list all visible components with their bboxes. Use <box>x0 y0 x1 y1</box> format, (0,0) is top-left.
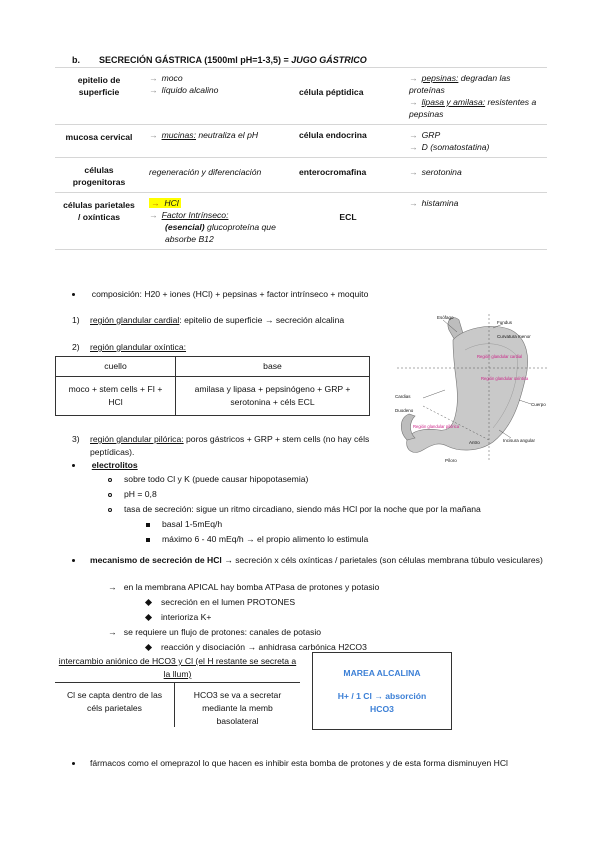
marea-alcalina-box <box>312 652 452 730</box>
arrow-icon: → <box>149 73 158 83</box>
table-row <box>55 158 547 193</box>
cell-cuello: moco + stem cells + FI + HCl <box>56 377 176 416</box>
pointer-line <box>519 400 531 404</box>
label-fundus: Fundus <box>497 320 513 325</box>
arrow-icon: → <box>149 210 158 220</box>
label-piloro: Píloro <box>445 458 457 463</box>
table-header-row <box>56 357 370 377</box>
intercambio-right: HCO3 se va a secretar mediante la memb basolateral <box>193 690 282 726</box>
arrow-icon: → <box>409 97 418 107</box>
cell-function: → moco → líquido alcalino <box>143 68 293 125</box>
arrow-icon: → <box>409 167 418 177</box>
list-item: tasa de secreción: sigue un ritmo circadiano, siendo más HCl por la noche que por la mañana <box>108 503 568 516</box>
stomach-shape <box>407 326 528 452</box>
table-row <box>56 377 370 416</box>
cell-name: célula endocrina <box>293 125 403 158</box>
region-2: 2) región glandular oxíntica: <box>72 342 187 352</box>
table-row <box>55 68 547 125</box>
section-prefix: b. <box>72 55 80 65</box>
bullet-icon <box>72 464 75 467</box>
list-item: → se requiere un flujo de protones: canales de potasio <box>108 627 322 637</box>
list-item: reacción y disociación → anhidrasa carbónica H2CO3 <box>108 641 548 654</box>
cell-name: ECL <box>293 193 403 250</box>
arrow-icon: → <box>149 85 158 95</box>
electrolitos-title: electrolitos <box>72 459 138 472</box>
header-base: base <box>176 357 370 377</box>
label-duodeno: Duodeno <box>395 408 414 413</box>
list-item: interioriza K+ <box>108 611 548 624</box>
cell-function: → histamina <box>403 193 547 250</box>
stomach-diagram <box>393 310 551 466</box>
bullet-icon <box>72 293 75 296</box>
label-cardias: Cardias <box>395 394 411 399</box>
mecanismo-details <box>108 581 548 654</box>
list-item: basal 1-5mEq/h <box>108 518 568 531</box>
table-row <box>55 125 547 158</box>
cell-function: → pepsinas: degradan las proteínas → lipasa y amilasa: resistentes a pepsinas <box>403 68 547 125</box>
list-item: pH = 0,8 <box>108 488 568 501</box>
farmacos-line: fármacos como el omeprazol lo que hacen es inhibir esta bomba de protones y de esta forma disminuyen HCl <box>72 757 532 770</box>
label-antro: Antro <box>469 440 480 445</box>
list-item: → en la membrana APICAL hay bomba ATPasa de protones y potasio <box>108 582 380 592</box>
bullet-icon <box>72 762 75 765</box>
cell-function: → serotonina <box>403 158 547 193</box>
arrow-icon: → <box>409 73 418 83</box>
marea-text: H+ / 1 Cl → absorción HCO3 <box>337 691 427 714</box>
intercambio-left: Cl se capta dentro de las céls parietales <box>55 683 175 727</box>
arrow-icon: → <box>409 142 418 152</box>
pointer-line <box>423 390 445 398</box>
cell-function: → HCl → Factor Intrínseco: (esencial) glucoproteína que absorbe B12 <box>143 193 293 250</box>
section-title-text: SECRECIÓN GÁSTRICA (1500ml pH=1-3,5) = <box>99 55 292 65</box>
bullet-icon <box>72 559 75 562</box>
cell-function: regeneración y diferenciación <box>143 158 293 193</box>
region-1: 1) región glandular cardial: epitelio de superficie → secreción alcalina <box>72 315 345 325</box>
composicion-line: composición: H20 + iones (HCl) + pepsinas + factor intrínseco + moquito <box>72 288 368 301</box>
cell-types-table <box>55 67 547 250</box>
cell-name: células parietales / oxínticas <box>55 193 143 250</box>
cell-name: mucosa cervical <box>55 125 143 158</box>
cell-name: enterocromafina <box>293 158 403 193</box>
label-cuerpo: Cuerpo <box>531 402 546 407</box>
label-region-oxintica: Región glandular oxíntica <box>481 376 529 381</box>
intercambio-table <box>55 682 300 726</box>
arrow-icon: → <box>149 130 158 140</box>
label-region-cardial: Región glandular cardial <box>477 354 523 359</box>
list-item: sobre todo Cl y K (puede causar hipopotasemia) <box>108 473 568 486</box>
cell-function: → mucinas: neutraliza el pH <box>143 125 293 158</box>
section-title-italic: JUGO GÁSTRICO <box>291 55 367 65</box>
mecanismo: mecanismo de secreción de HCl → secreción x céls oxínticas / parietales (son células membrana túbulo vesiculares) <box>72 554 552 567</box>
arrow-icon: → <box>409 130 418 140</box>
header-cuello: cuello <box>56 357 176 377</box>
list-item: máximo 6 - 40 mEq/h → el propio alimento lo estimula <box>108 533 568 546</box>
arrow-icon: → <box>409 198 418 208</box>
list-item: secreción en el lumen PROTONES <box>108 596 548 609</box>
label-incisura: Incisura angular <box>503 438 536 443</box>
label-curvatura: Curvatura menor <box>497 334 531 339</box>
label-region-pilorica: Región glandular pilórica <box>413 424 460 429</box>
cell-base: amilasa y lipasa + pepsinógeno + GRP + serotonina + céls ECL <box>176 377 370 416</box>
section-title <box>72 55 367 65</box>
intercambio-title: intercambio aniónico de HCO3 y Cl (el H restante se secreta a la llum) <box>58 656 297 679</box>
electrolitos-list <box>108 473 568 546</box>
cell-function: → GRP → D (somatostatina) <box>403 125 547 158</box>
cuello-base-table <box>55 356 370 416</box>
cell-name: células progenitoras <box>55 158 143 193</box>
cell-name: célula péptidica <box>293 68 403 125</box>
label-esofago: Esófago <box>437 315 454 320</box>
marea-title: MAREA ALCALINA <box>343 668 421 678</box>
table-row <box>55 193 547 250</box>
region-3: 3) región glandular pilórica: poros gástricos + GRP + stem cells (no hay céls peptídicas). <box>72 434 370 457</box>
cell-name: epitelio de superficie <box>55 68 143 125</box>
